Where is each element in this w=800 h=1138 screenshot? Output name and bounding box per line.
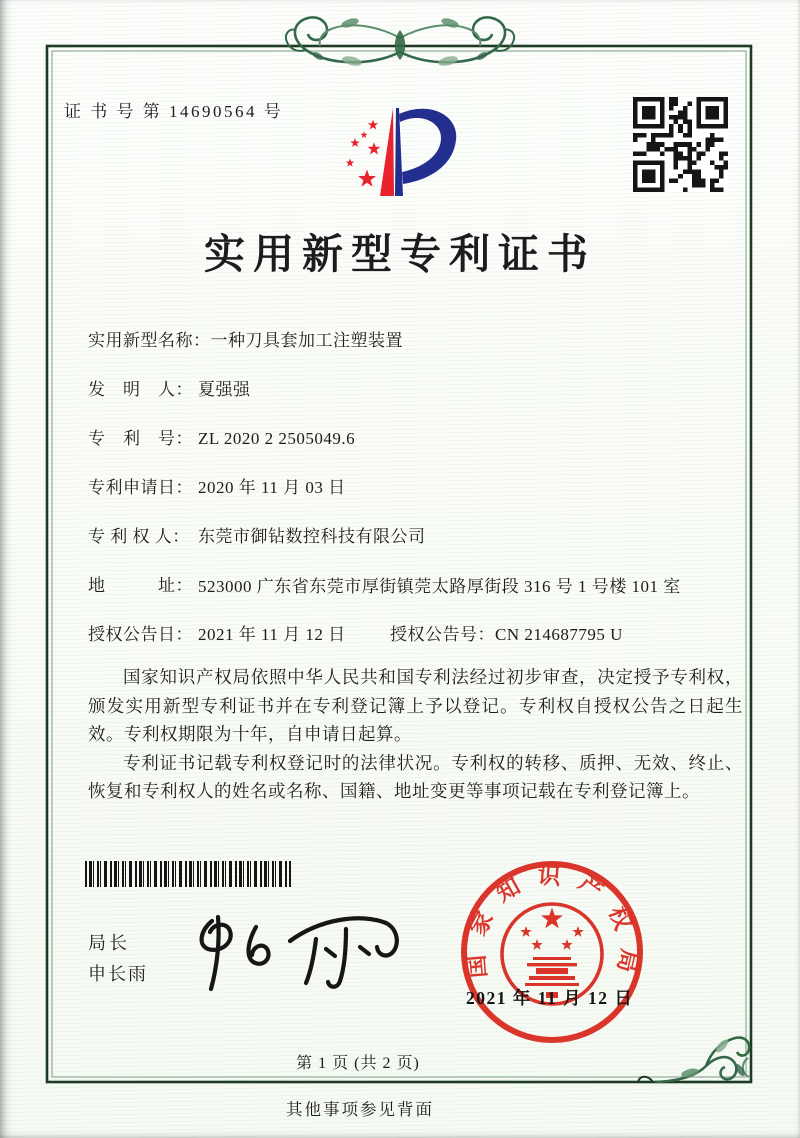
certificate-number: 证 书 号 第 14690564 号 [64,102,284,121]
field-label: 发 明 人： [88,380,193,399]
field-label: 授权公告日： [88,625,193,644]
field-patentee [88,525,744,574]
official-seal-icon [457,857,647,1047]
field-label: 专利申请日： [88,478,193,497]
field-value: 东莞市御钻数控科技有限公司 [198,527,426,546]
field-announcement-number [390,623,623,646]
field-value: 夏强强 [198,380,251,399]
certificate-body [88,663,743,806]
field-label: 地 址： [88,576,193,595]
ornament-corner-icon [638,1038,749,1082]
field-value: 一种刀具套加工注塑装置 [210,331,403,350]
seal-text: 国家知识产权局 [462,862,643,991]
field-value: 523000 广东省东莞市厚街镇莞太路厚街段 316 号 1 号楼 101 室 [198,577,681,596]
field-value: 2020 年 11 月 03 日 [198,478,346,497]
signature-autograph-icon [190,897,410,997]
ornament-top-icon [286,16,514,67]
field-filing-date [88,476,744,525]
signer-role: 局长 [88,933,130,953]
field-value: CN 214687795 U [495,625,623,644]
field-label: 专 利 权 人： [88,527,190,546]
field-value: 2021 年 11 月 12 日 [198,625,346,644]
page-info: 第 1 页 (共 2 页) [296,1055,420,1072]
seal-date: 2021 年 11 月 12 日 [466,988,634,1008]
field-inventor [88,378,744,427]
field-value: ZL 2020 2 2505049.6 [198,429,356,448]
field-address [88,574,744,623]
field-label: 实用新型名称： [88,331,211,350]
certificate-fields [88,329,744,672]
qr-code [633,97,728,192]
barcode [85,861,291,887]
field-patent-number [88,427,744,476]
body-paragraph: 国家知识产权局依照中华人民共和国专利法经过初步审查，决定授予专利权，颁发实用新型专利证书并在专利登记簿上予以登记。专利权自授权公告之日起生效。专利权期限为十年，自申请日起算。 [88,667,743,744]
field-label: 专 利 号： [88,429,193,448]
field-label: 授权公告号： [390,625,495,644]
certificate-title: 实用新型专利证书 [204,231,596,277]
field-utility-model-name [88,329,744,378]
cnipa-logo-icon [333,92,473,209]
body-paragraph: 专利证书记载专利权登记时的法律状况。专利权的转移、质押、无效、终止、恢复和专利权人的姓名或名称、国籍、地址变更等事项记载在专利登记簿上。 [88,752,743,801]
signer-name: 申长雨 [88,964,148,984]
back-note: 其他事项参见背面 [286,1100,434,1119]
